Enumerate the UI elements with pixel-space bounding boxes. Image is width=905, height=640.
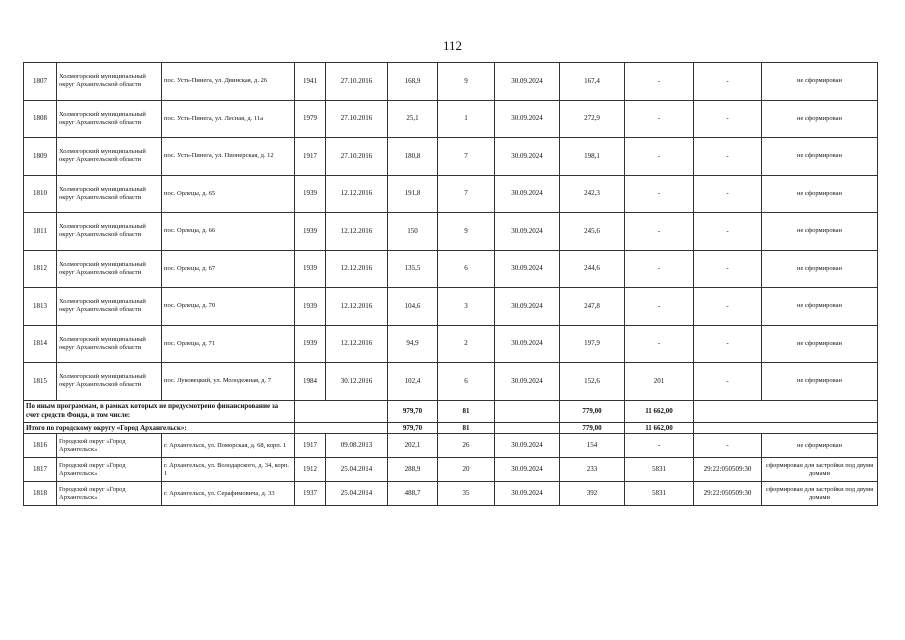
address-cell: пос. Орлецы, д. 70 xyxy=(162,288,295,326)
land-area-cell: 152,6 xyxy=(560,363,625,401)
area-cell: 180,8 xyxy=(388,138,438,176)
municipality-cell: Холмогорский муниципальный округ Архангельской области xyxy=(57,325,162,363)
totals-sum: 11 662,00 xyxy=(625,422,694,434)
year-cell: 1917 xyxy=(295,434,326,458)
row-number: 1818 xyxy=(24,482,57,506)
land-area-cell: 198,1 xyxy=(560,138,625,176)
table-row xyxy=(24,434,878,458)
table-row xyxy=(24,63,878,101)
plot-area-cell: - xyxy=(625,434,694,458)
residents-cell: 6 xyxy=(438,250,495,288)
empty-cell xyxy=(694,422,878,434)
residents-cell: 9 xyxy=(438,63,495,101)
recognition-date-cell: 09.08.2013 xyxy=(326,434,388,458)
cadastral-number-cell: 29:22:050509:30 xyxy=(694,482,762,506)
cadastral-number-cell: - xyxy=(694,138,762,176)
totals-sum: 11 662,00 xyxy=(625,400,694,422)
area-cell: 102,4 xyxy=(388,363,438,401)
municipality-cell: Холмогорский муниципальный округ Архангельской области xyxy=(57,100,162,138)
deadline-cell: 30.09.2024 xyxy=(495,138,560,176)
plot-area-cell: - xyxy=(625,175,694,213)
recognition-date-cell: 12.12.2016 xyxy=(326,325,388,363)
deadline-cell: 30.09.2024 xyxy=(495,100,560,138)
table-row xyxy=(24,175,878,213)
year-cell: 1939 xyxy=(295,325,326,363)
totals-residents: 81 xyxy=(438,400,495,422)
year-cell: 1939 xyxy=(295,213,326,251)
recognition-date-cell: 12.12.2016 xyxy=(326,250,388,288)
cadastral-number-cell: - xyxy=(694,325,762,363)
address-cell: пос. Луковецкий, ул. Молодежная, д. 7 xyxy=(162,363,295,401)
empty-cell xyxy=(495,422,560,434)
cadastral-number-cell: - xyxy=(694,213,762,251)
totals-row xyxy=(24,400,878,422)
residents-cell: 6 xyxy=(438,363,495,401)
empty-cell xyxy=(295,400,388,422)
year-cell: 1939 xyxy=(295,250,326,288)
totals-land-area: 779,00 xyxy=(560,400,625,422)
area-cell: 94,9 xyxy=(388,325,438,363)
address-cell: пос. Орлецы, д. 71 xyxy=(162,325,295,363)
plot-status-cell: не сформирован xyxy=(762,325,878,363)
plot-area-cell: - xyxy=(625,213,694,251)
table-row xyxy=(24,250,878,288)
land-area-cell: 197,9 xyxy=(560,325,625,363)
area-cell: 191,8 xyxy=(388,175,438,213)
row-number: 1814 xyxy=(24,325,57,363)
recognition-date-cell: 25.04.2014 xyxy=(326,458,388,482)
area-cell: 168,9 xyxy=(388,63,438,101)
land-area-cell: 245,6 xyxy=(560,213,625,251)
residents-cell: 9 xyxy=(438,213,495,251)
recognition-date-cell: 12.12.2016 xyxy=(326,288,388,326)
year-cell: 1984 xyxy=(295,363,326,401)
cadastral-number-cell: - xyxy=(694,100,762,138)
area-cell: 288,9 xyxy=(388,458,438,482)
municipality-cell: Холмогорский муниципальный округ Архангельской области xyxy=(57,250,162,288)
totals-land-area: 779,00 xyxy=(560,422,625,434)
year-cell: 1939 xyxy=(295,288,326,326)
plot-status-cell: сформирован для застройки под двумя домами xyxy=(762,458,878,482)
row-number: 1812 xyxy=(24,250,57,288)
row-number: 1810 xyxy=(24,175,57,213)
land-area-cell: 167,4 xyxy=(560,63,625,101)
deadline-cell: 30.09.2024 xyxy=(495,250,560,288)
address-cell: пос. Усть-Пинега, ул. Лесная, д. 11а xyxy=(162,100,295,138)
empty-cell xyxy=(495,400,560,422)
residents-cell: 35 xyxy=(438,482,495,506)
deadline-cell: 30.09.2024 xyxy=(495,325,560,363)
totals-label: Итого по городскому округу «Город Архангельск»: xyxy=(24,422,295,434)
municipality-cell: Городской округ «Город Архангельск» xyxy=(57,458,162,482)
recognition-date-cell: 12.12.2016 xyxy=(326,175,388,213)
residents-cell: 20 xyxy=(438,458,495,482)
year-cell: 1941 xyxy=(295,63,326,101)
land-area-cell: 247,8 xyxy=(560,288,625,326)
plot-status-cell: не сформирован xyxy=(762,434,878,458)
plot-area-cell: - xyxy=(625,250,694,288)
municipality-cell: Городской округ «Город Архангельск» xyxy=(57,434,162,458)
area-cell: 202,1 xyxy=(388,434,438,458)
plot-status-cell: не сформирован xyxy=(762,288,878,326)
address-cell: г. Архангельск, ул. Володарского, д. 34, корп. 1 xyxy=(162,458,295,482)
table-row xyxy=(24,213,878,251)
plot-area-cell: 5831 xyxy=(625,482,694,506)
deadline-cell: 30.09.2024 xyxy=(495,482,560,506)
land-area-cell: 233 xyxy=(560,458,625,482)
residents-cell: 2 xyxy=(438,325,495,363)
year-cell: 1979 xyxy=(295,100,326,138)
cadastral-number-cell: - xyxy=(694,288,762,326)
cadastral-number-cell: - xyxy=(694,63,762,101)
area-cell: 25,1 xyxy=(388,100,438,138)
residents-cell: 26 xyxy=(438,434,495,458)
deadline-cell: 30.09.2024 xyxy=(495,363,560,401)
plot-area-cell: - xyxy=(625,100,694,138)
plot-status-cell: не сформирован xyxy=(762,175,878,213)
area-cell: 488,7 xyxy=(388,482,438,506)
address-cell: пос. Орлецы, д. 67 xyxy=(162,250,295,288)
year-cell: 1912 xyxy=(295,458,326,482)
table-row xyxy=(24,138,878,176)
plot-area-cell: - xyxy=(625,288,694,326)
municipality-cell: Холмогорский муниципальный округ Архангельской области xyxy=(57,138,162,176)
year-cell: 1937 xyxy=(295,482,326,506)
recognition-date-cell: 27.10.2016 xyxy=(326,63,388,101)
address-cell: пос. Орлецы, д. 65 xyxy=(162,175,295,213)
page-number: 112 xyxy=(442,38,463,53)
row-number: 1815 xyxy=(24,363,57,401)
plot-status-cell: не сформирован xyxy=(762,213,878,251)
residents-cell: 1 xyxy=(438,100,495,138)
plot-area-cell: 5831 xyxy=(625,458,694,482)
totals-label: По иным программам, в рамках которых не предусмотрено финансирование за счет средств Фонда, в том числе: xyxy=(24,400,295,422)
area-cell: 104,6 xyxy=(388,288,438,326)
cadastral-number-cell: - xyxy=(694,250,762,288)
plot-area-cell: - xyxy=(625,138,694,176)
area-cell: 135,5 xyxy=(388,250,438,288)
row-number: 1809 xyxy=(24,138,57,176)
plot-status-cell: сформирован для застройки под двумя домами xyxy=(762,482,878,506)
address-cell: пос. Орлецы, д. 66 xyxy=(162,213,295,251)
land-area-cell: 272,9 xyxy=(560,100,625,138)
row-number: 1811 xyxy=(24,213,57,251)
municipality-cell: Холмогорский муниципальный округ Архангельской области xyxy=(57,63,162,101)
recognition-date-cell: 12.12.2016 xyxy=(326,213,388,251)
plot-status-cell: не сформирован xyxy=(762,250,878,288)
totals-area: 979,70 xyxy=(388,400,438,422)
cadastral-number-cell: - xyxy=(694,434,762,458)
municipality-cell: Городской округ «Город Архангельск» xyxy=(57,482,162,506)
deadline-cell: 30.09.2024 xyxy=(495,175,560,213)
table-row xyxy=(24,363,878,401)
plot-area-cell: 201 xyxy=(625,363,694,401)
recognition-date-cell: 25.04.2014 xyxy=(326,482,388,506)
land-area-cell: 244,6 xyxy=(560,250,625,288)
row-number: 1808 xyxy=(24,100,57,138)
empty-cell xyxy=(694,400,878,422)
residents-cell: 7 xyxy=(438,138,495,176)
deadline-cell: 30.09.2024 xyxy=(495,434,560,458)
area-cell: 150 xyxy=(388,213,438,251)
land-area-cell: 154 xyxy=(560,434,625,458)
totals-row xyxy=(24,422,878,434)
totals-area: 979,70 xyxy=(388,422,438,434)
housing-register-table xyxy=(23,62,878,506)
row-number: 1813 xyxy=(24,288,57,326)
plot-status-cell: не сформирован xyxy=(762,363,878,401)
municipality-cell: Холмогорский муниципальный округ Архангельской области xyxy=(57,213,162,251)
year-cell: 1917 xyxy=(295,138,326,176)
table-row xyxy=(24,458,878,482)
row-number: 1807 xyxy=(24,63,57,101)
cadastral-number-cell: 29:22:050509:30 xyxy=(694,458,762,482)
empty-cell xyxy=(295,422,388,434)
address-cell: г. Архангельск, ул. Серафимовича, д. 33 xyxy=(162,482,295,506)
recognition-date-cell: 27.10.2016 xyxy=(326,100,388,138)
table-row xyxy=(24,288,878,326)
plot-status-cell: не сформирован xyxy=(762,100,878,138)
plot-area-cell: - xyxy=(625,325,694,363)
address-cell: г. Архангельск, ул. Поморская, д. 68, корп. 1 xyxy=(162,434,295,458)
address-cell: пос. Усть-Пинега, ул. Пионерская, д. 12 xyxy=(162,138,295,176)
table-row xyxy=(24,100,878,138)
deadline-cell: 30.09.2024 xyxy=(495,213,560,251)
land-area-cell: 392 xyxy=(560,482,625,506)
deadline-cell: 30.09.2024 xyxy=(495,63,560,101)
recognition-date-cell: 27.10.2016 xyxy=(326,138,388,176)
cadastral-number-cell: - xyxy=(694,363,762,401)
land-area-cell: 242,3 xyxy=(560,175,625,213)
recognition-date-cell: 30.12.2016 xyxy=(326,363,388,401)
plot-area-cell: - xyxy=(625,63,694,101)
table-row xyxy=(24,482,878,506)
deadline-cell: 30.09.2024 xyxy=(495,288,560,326)
municipality-cell: Холмогорский муниципальный округ Архангельской области xyxy=(57,175,162,213)
plot-status-cell: не сформирован xyxy=(762,63,878,101)
row-number: 1816 xyxy=(24,434,57,458)
deadline-cell: 30.09.2024 xyxy=(495,458,560,482)
residents-cell: 3 xyxy=(438,288,495,326)
address-cell: пос. Усть-Пинега, ул. Двинская, д. 26 xyxy=(162,63,295,101)
totals-residents: 81 xyxy=(438,422,495,434)
municipality-cell: Холмогорский муниципальный округ Архангельской области xyxy=(57,288,162,326)
row-number: 1817 xyxy=(24,458,57,482)
table-row xyxy=(24,325,878,363)
municipality-cell: Холмогорский муниципальный округ Архангельской области xyxy=(57,363,162,401)
year-cell: 1939 xyxy=(295,175,326,213)
plot-status-cell: не сформирован xyxy=(762,138,878,176)
residents-cell: 7 xyxy=(438,175,495,213)
cadastral-number-cell: - xyxy=(694,175,762,213)
